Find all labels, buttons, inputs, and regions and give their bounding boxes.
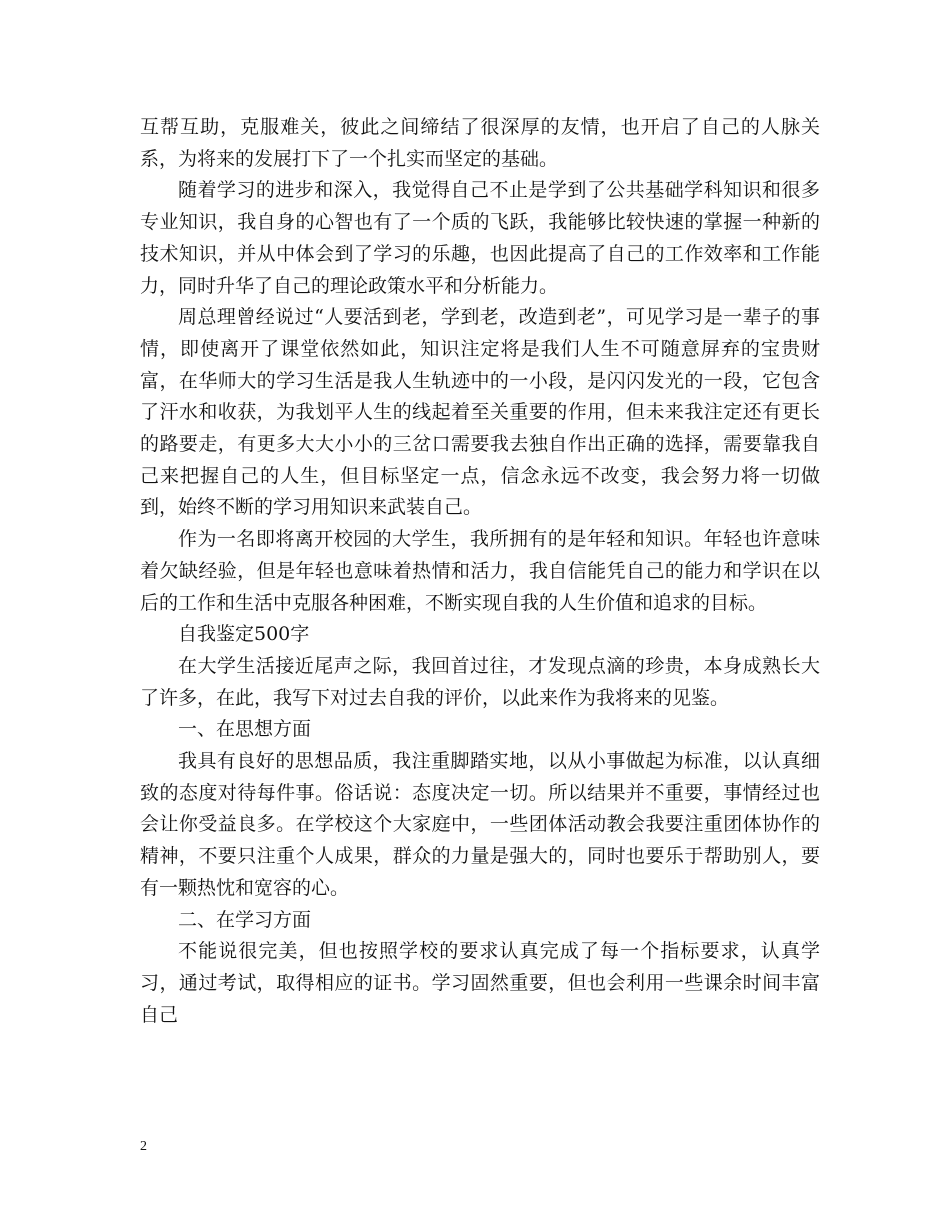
paragraph: 在大学生活接近尾声之际，我回首过往，才发现点滴的珍贵，本身成熟长大了许多，在此，我写下对过去自我的评价，以此来作为我将来的见鉴。 [140,654,820,709]
paragraph: 作为一名即将离开校园的大学生，我所拥有的是年轻和知识。年轻也许意味着欠缺经验，但是年轻也意味着热情和活力，我自信能凭自己的能力和学识在以后的工作和生活中克服各种困难，不断实现自我的人生价值和追求的目标。 [140,528,820,614]
document-body [140,112,820,1031]
section-heading: 一、在思想方面 [178,718,312,741]
section-heading: 自我鉴定500字 [178,623,310,646]
paragraph: 我具有良好的思想品质，我注重脚踏实地，以从小事做起为标准，以认真细致的态度对待每件事。俗话说：态度决定一切。所以结果并不重要，事情经过也会让你受益良多。在学校这个大家庭中，一些团体活动教会我要注重团体协作的精神，不要只注重个人成果，群众的力量是强大的，同时也要乐于帮助别人，要有一颗热忱和宽容的心。 [140,750,820,899]
paragraph: 随着学习的进步和深入，我觉得自己不止是学到了公共基础学科知识和很多专业知识，我自身的心智也有了一个质的飞跃，我能够比较快速的掌握一种新的技术知识，并从中体会到了学习的乐趣，也因此提高了自己的工作效率和工作能力，同时升华了自己的理论政策水平和分析能力。 [140,179,820,297]
paragraph: 周总理曾经说过“人要活到老，学到老，改造到老”，可见学习是一辈子的事情，即使离开了课堂依然如此，知识注定将是我们人生不可随意屏弃的宝贵财富，在华师大的学习生活是我人生轨迹中的一小段，是闪闪发光的一段，它包含了汗水和收获，为我划平人生的线起着至关重要的作用，但未来我注定还有更长的路要走，有更多大大小小的三岔口需要我去独自作出正确的选择，需要靠我自己来把握自己的人生，但目标坚定一点，信念永远不改变，我会努力将一切做到，始终不断的学习用知识来武装自己。 [140,306,820,519]
paragraph: 不能说很完美，但也按照学校的要求认真完成了每一个指标要求，认真学习，通过考试，取得相应的证书。学习固然重要，但也会利用一些课余时间丰富自己 [140,940,820,1026]
page-number: 2 [140,1139,147,1154]
paragraph: 互帮互助，克服难关，彼此之间缔结了很深厚的友情，也开启了自己的人脉关系，为将来的发展打下了一个扎实而坚定的基础。 [140,116,820,170]
section-heading: 二、在学习方面 [178,908,312,931]
